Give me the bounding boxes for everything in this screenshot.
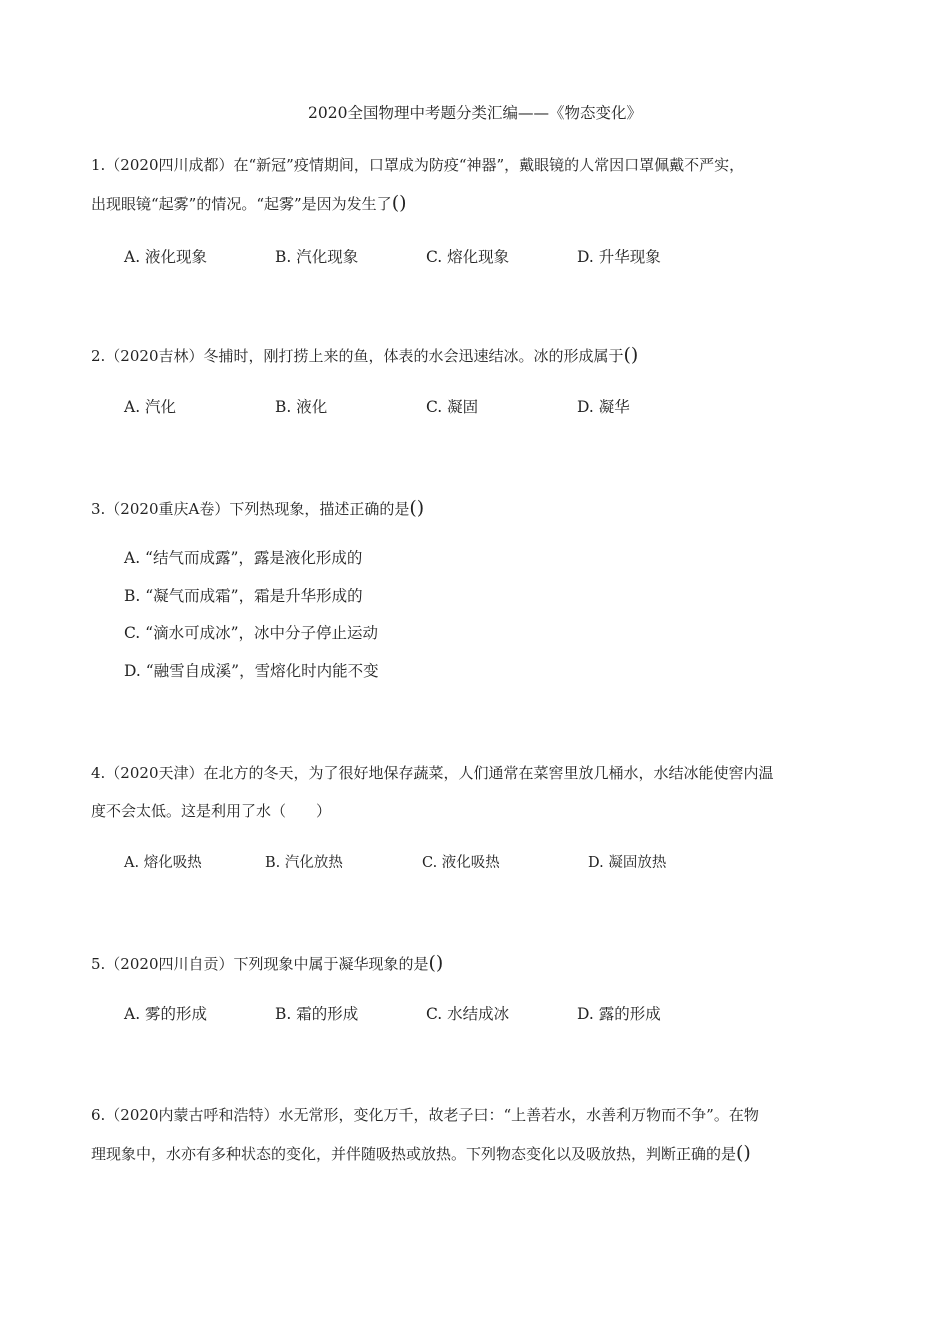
- option-b: B. 霜的形成: [275, 1005, 359, 1023]
- question-6-stem-line-2: 理现象中，水亦有多种状态的变化，并伴随吸热或放热。下列物态变化以及吸放热，判断正确的是: [91, 1145, 737, 1163]
- option-d: D. 凝华: [577, 398, 630, 416]
- question-3: [91, 489, 861, 690]
- option-c: C. 凝固: [426, 398, 479, 416]
- question-4: [91, 754, 861, 882]
- question-1-stem-line-2: 出现眼镜“起雾”的情况。“起雾”是因为发生了: [91, 195, 392, 213]
- question-4-stem: [91, 754, 861, 830]
- answer-paren: (): [391, 192, 407, 214]
- question-6: [91, 1096, 861, 1173]
- question-1-stem: [91, 146, 861, 223]
- option-b: B. “凝气而成霜”，霜是升华形成的: [124, 586, 363, 605]
- question-4-stem-line-1: 4.（2020天津）在北方的冬天，为了很好地保存蔬菜，人们通常在菜窖里放几桶水，水结冰能使窖内温: [91, 764, 774, 782]
- option-a: A. “结气而成露”，露是液化形成的: [124, 549, 363, 567]
- answer-paren: (): [623, 344, 639, 366]
- question-2: [91, 336, 861, 426]
- option-c: C. 水结成冰: [426, 1005, 510, 1023]
- option-c: C. 熔化现象: [426, 248, 510, 266]
- question-6-stem-line-1: 6.（2020内蒙古呼和浩特）水无常形，变化万千，故老子曰：“上善若水，水善利万物而不争”。在物: [91, 1106, 759, 1124]
- question-1-options: [91, 238, 861, 276]
- option-c: C. 液化吸热: [422, 855, 500, 871]
- option-d: D. 升华现象: [577, 248, 661, 266]
- question-4-stem-line-2: 度不会太低。这是利用了水（ ）: [91, 802, 332, 820]
- option-d: D. “融雪自成溪”，雪熔化时内能不变: [124, 661, 379, 680]
- question-3-stem: [91, 489, 861, 528]
- question-4-options: [91, 844, 861, 882]
- option-a: A. 雾的形成: [124, 1005, 208, 1023]
- question-1: [91, 146, 861, 276]
- option-d: D. 凝固放热: [588, 855, 667, 871]
- option-b: B. 汽化放热: [265, 855, 343, 871]
- option-d: D. 露的形成: [577, 1005, 661, 1023]
- answer-paren: (): [428, 952, 444, 974]
- question-6-stem: [91, 1096, 861, 1173]
- question-5-stem-line-1: 5.（2020四川自贡）下列现象中属于凝华现象的是: [91, 955, 429, 973]
- question-3-options: [91, 540, 861, 690]
- question-1-stem-line-1: 1.（2020四川成都）在“新冠”疫情期间，口罩成为防疫“神器”，戴眼镜的人常因口罩佩戴不严实，: [91, 156, 745, 174]
- page-title: 2020全国物理中考题分类汇编——《物态变化》: [308, 104, 642, 122]
- answer-paren: (): [409, 497, 425, 519]
- option-b: B. 汽化现象: [275, 248, 359, 266]
- question-2-options: [91, 388, 861, 426]
- option-a: A. 熔化吸热: [124, 855, 202, 871]
- option-a: A. 液化现象: [124, 248, 208, 266]
- question-5-options: [91, 995, 861, 1033]
- option-a: A. 汽化: [124, 398, 177, 416]
- option-c: C. “滴水可成冰”，冰中分子停止运动: [124, 624, 379, 642]
- question-2-stem: [91, 336, 861, 375]
- answer-paren: (): [736, 1142, 751, 1164]
- question-5: [91, 944, 861, 1033]
- question-3-stem-line-1: 3.（2020重庆A卷）下列热现象，描述正确的是: [91, 500, 410, 518]
- question-2-stem-line-1: 2.（2020吉林）冬捕时，刚打捞上来的鱼，体表的水会迅速结冰。冰的形成属于: [91, 347, 624, 365]
- option-b: B. 液化: [275, 398, 328, 416]
- question-5-stem: [91, 944, 861, 983]
